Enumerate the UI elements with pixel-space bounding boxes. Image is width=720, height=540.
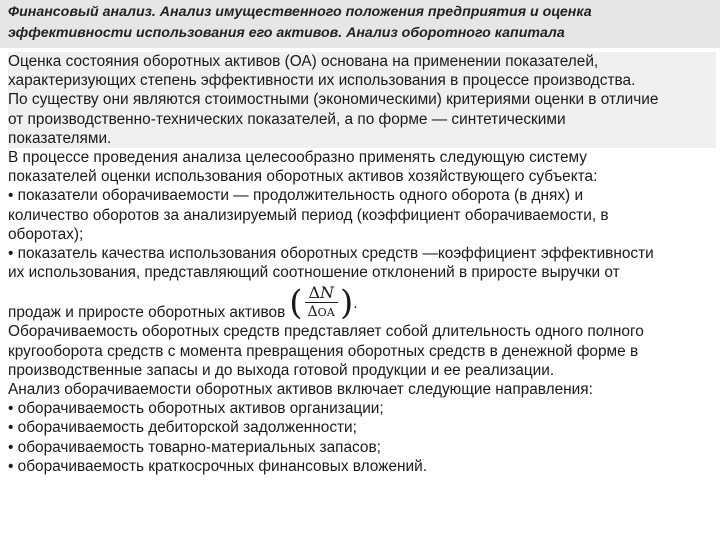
formula-fraction bbox=[305, 284, 338, 322]
slide-header bbox=[0, 0, 720, 48]
text-line: В процессе проведения анализа целесообразно применять следующую систему bbox=[8, 149, 587, 167]
text-line: их использования, представляющий соотношение отклонений в приросте выручки от bbox=[8, 264, 620, 282]
formula-close-paren: ) bbox=[340, 283, 354, 324]
text-line: Оборачиваемость оборотных средств представляет собой длительность одного полного bbox=[8, 323, 644, 341]
denominator-subscript: ОА bbox=[317, 306, 336, 320]
bullet-item: • оборачиваемость краткосрочных финансовых вложений. bbox=[8, 457, 427, 475]
text-line: количество оборотов за анализируемый период (коэффициент оборачиваемости, в bbox=[8, 206, 609, 224]
bullet-item: • оборачиваемость дебиторской задолженности; bbox=[8, 419, 357, 437]
paragraph-turnover bbox=[8, 322, 716, 476]
header-title-line-1: Финансовый анализ. Анализ имущественного положения предприятия и оценка bbox=[8, 4, 592, 20]
text-line: Оценка состояния оборотных активов (ОА) основана на применении показателей, bbox=[8, 53, 599, 70]
bullet-item: • показатель качества использования оборотных средств —коэффициент эффективности bbox=[8, 245, 654, 263]
bullet-item: • показатели оборачиваемости — продолжительность одного оборота (в днях) и bbox=[8, 187, 584, 205]
text-line: от производственно-технических показателей, а по форме — синтетическими bbox=[8, 110, 566, 128]
text-line: оборотах); bbox=[8, 225, 84, 243]
text-line: Анализ оборачиваемости оборотных активов включает следующие направления: bbox=[8, 381, 593, 399]
efficiency-formula bbox=[289, 284, 357, 322]
text-line: производственные запасы и до выхода готовой продукции и ее реализации. bbox=[8, 361, 555, 379]
text-line: показателей оценки использования оборотных активов хозяйствующего субъекта: bbox=[8, 168, 598, 186]
numerator-delta: Δ bbox=[308, 283, 321, 303]
paragraph-intro bbox=[8, 52, 716, 148]
formula-prefix: продаж и приросте оборотных активов bbox=[8, 304, 286, 322]
text-line: показателями. bbox=[8, 129, 112, 147]
formula-numerator bbox=[305, 284, 337, 302]
bullet-item: • оборачиваемость товарно-материальных запасов; bbox=[8, 438, 381, 456]
text-line: кругооборота средств с момента превращения оборотных средств в денежной форме в bbox=[8, 342, 639, 360]
formula-line bbox=[8, 282, 716, 322]
paragraph-indicators bbox=[8, 148, 716, 282]
numerator-variable: N bbox=[320, 283, 335, 303]
formula-denominator bbox=[305, 303, 338, 322]
denominator-delta: Δ bbox=[307, 304, 318, 321]
text-line: По существу они являются стоимостными (экономическими) критериями оценки в отличие bbox=[8, 91, 659, 109]
bullet-item: • оборачиваемость оборотных активов организации; bbox=[8, 400, 384, 418]
formula-open-paren: ( bbox=[289, 283, 303, 324]
formula-end: . bbox=[353, 294, 358, 312]
header-title-line-2: эффективности использования его активов. Анализ оборотного капитала bbox=[8, 25, 565, 41]
slide-body bbox=[8, 52, 716, 476]
text-line: характеризующих степень эффективности их использования в процессе производства. bbox=[8, 72, 636, 90]
